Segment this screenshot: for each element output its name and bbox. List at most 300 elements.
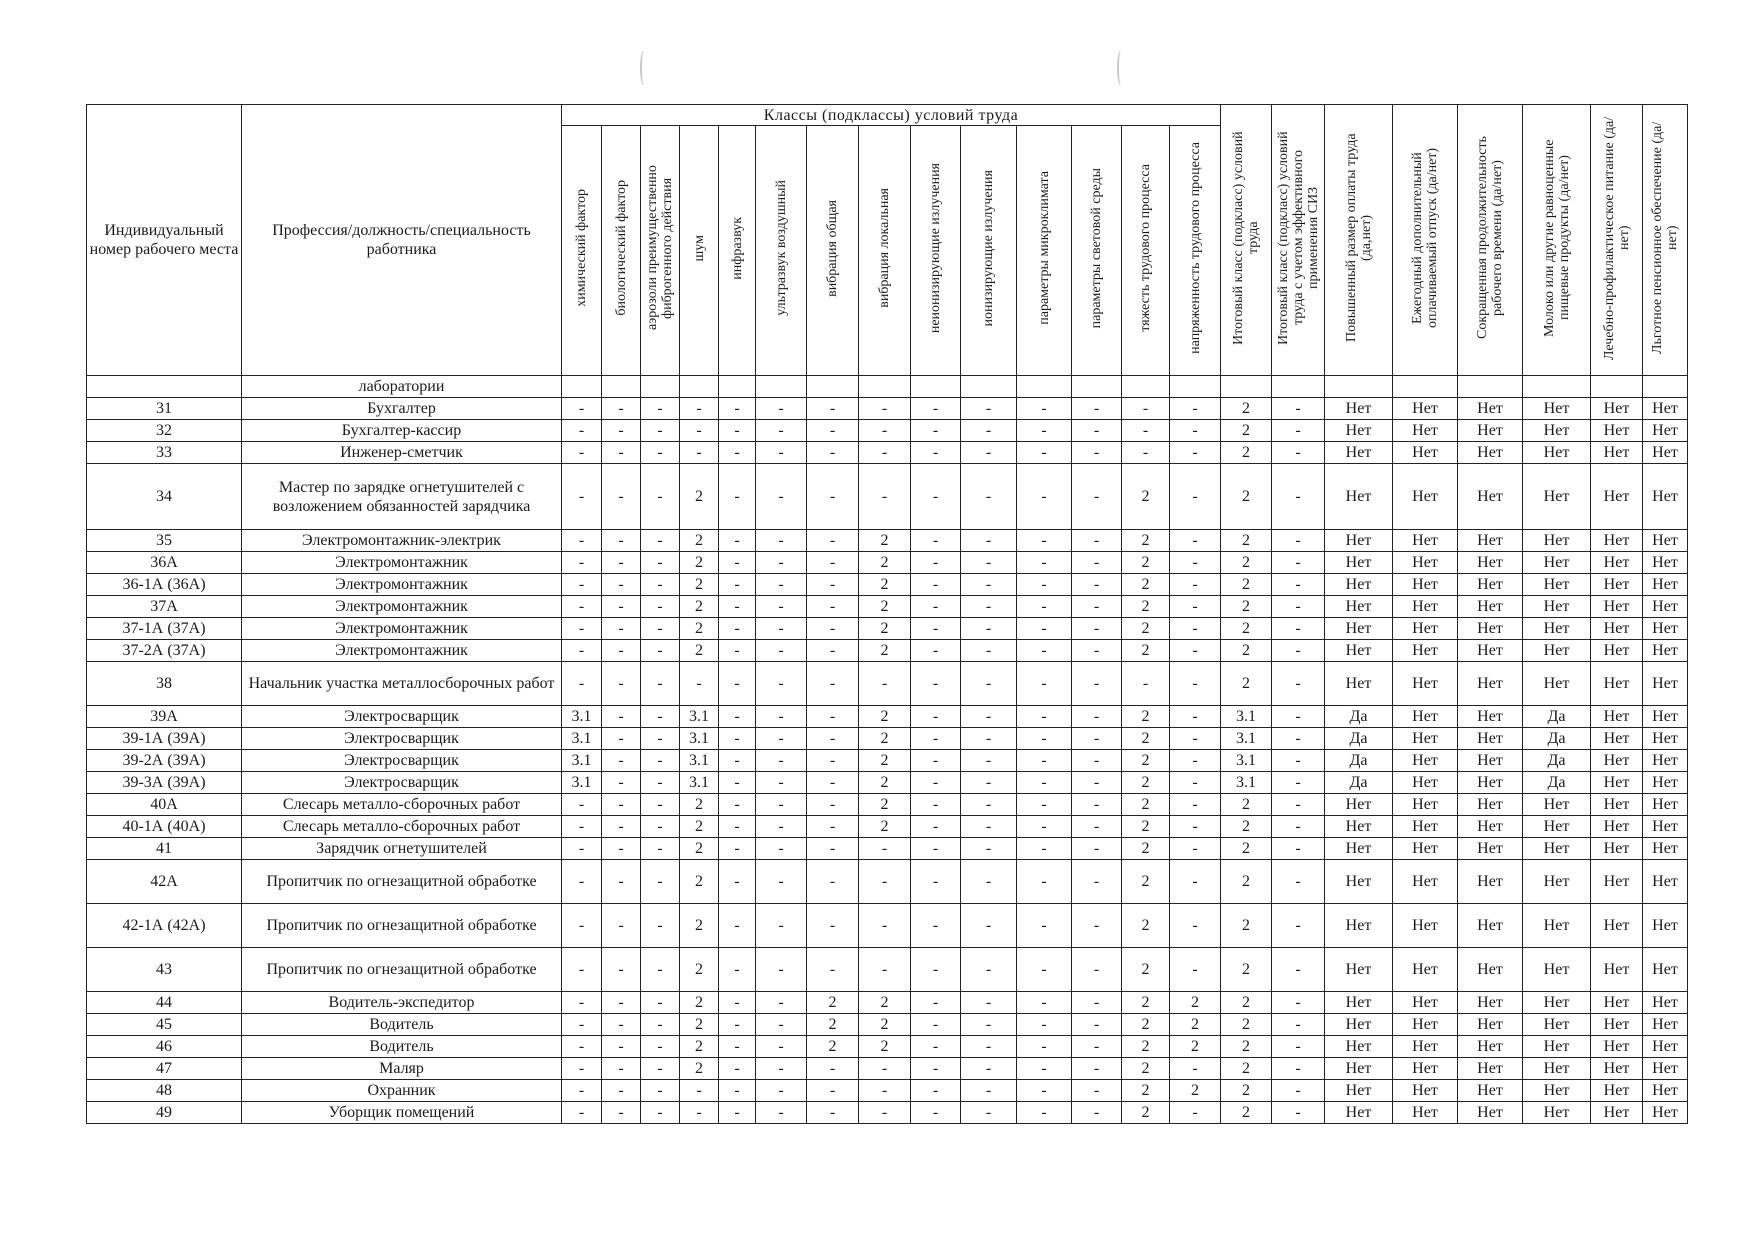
factor-class-cell: 2 xyxy=(807,992,859,1014)
workplace-id-cell: 33 xyxy=(87,442,242,464)
compensation-cell: Нет xyxy=(1325,860,1393,904)
compensation-cell: Нет xyxy=(1523,1058,1591,1080)
factor-class-cell: 2 xyxy=(680,530,719,552)
factor-class-cell: - xyxy=(1122,662,1170,706)
factor-class-cell: - xyxy=(602,1036,641,1058)
final-class-siz-cell: - xyxy=(1272,596,1325,618)
factor-class-cell: 2 xyxy=(1122,1014,1170,1036)
compensation-cell: Нет xyxy=(1393,662,1458,706)
factor-class-cell: - xyxy=(961,860,1017,904)
compensation-cell: Нет xyxy=(1643,596,1688,618)
compensation-cell: Нет xyxy=(1591,640,1643,662)
compensation-cell: Нет xyxy=(1325,1102,1393,1124)
factor-class-cell: - xyxy=(859,662,911,706)
compensation-cell: Нет xyxy=(1591,992,1643,1014)
profession-cell: Инженер-сметчик xyxy=(242,442,562,464)
factor-class-cell: - xyxy=(1170,1058,1221,1080)
factor-class-cell: - xyxy=(562,530,602,552)
workplace-id-cell: 46 xyxy=(87,1036,242,1058)
factor-class-cell: - xyxy=(719,706,756,728)
factor-class-cell: - xyxy=(1017,706,1072,728)
factor-class-cell: - xyxy=(961,552,1017,574)
compensation-cell: Да xyxy=(1523,728,1591,750)
compensation-cell: Нет xyxy=(1393,948,1458,992)
factor-class-cell: - xyxy=(1170,838,1221,860)
table-row xyxy=(87,398,1688,420)
factor-class-cell: - xyxy=(1072,618,1122,640)
factor-class-cell: - xyxy=(1072,948,1122,992)
workplace-id-cell: 49 xyxy=(87,1102,242,1124)
factor-class-cell: - xyxy=(807,838,859,860)
factor-class-cell: - xyxy=(961,530,1017,552)
factor-class-cell: 2 xyxy=(1122,794,1170,816)
factor-class-cell: - xyxy=(756,1058,807,1080)
factor-class-cell: - xyxy=(719,1058,756,1080)
final-class-siz-cell: - xyxy=(1272,794,1325,816)
table-row xyxy=(87,706,1688,728)
factor-class-cell: - xyxy=(602,1058,641,1080)
compensation-cell: Нет xyxy=(1523,1036,1591,1058)
table-row xyxy=(87,948,1688,992)
compensation-cell: Нет xyxy=(1591,420,1643,442)
compensation-cell: Нет xyxy=(1393,640,1458,662)
compensation-cell: Нет xyxy=(1458,574,1523,596)
workplace-id-cell: 40А xyxy=(87,794,242,816)
factor-class-cell: - xyxy=(1072,552,1122,574)
compensation-cell: Нет xyxy=(1458,948,1523,992)
factor-class-cell: - xyxy=(859,948,911,992)
factor-class-cell: 2 xyxy=(1122,552,1170,574)
workplace-id-cell: 47 xyxy=(87,1058,242,1080)
factor-class-cell: - xyxy=(961,1080,1017,1102)
compensation-cell: Нет xyxy=(1591,574,1643,596)
compensation-cell: Нет xyxy=(1393,904,1458,948)
compensation-cell: Нет xyxy=(1643,552,1688,574)
factor-class-cell: - xyxy=(602,706,641,728)
final-class-siz-cell: - xyxy=(1272,904,1325,948)
compensation-cell: Да xyxy=(1523,706,1591,728)
factor-class-cell: - xyxy=(961,838,1017,860)
table-row xyxy=(87,992,1688,1014)
factor-class-cell: - xyxy=(807,728,859,750)
factor-class-cell: - xyxy=(1017,772,1072,794)
factor-class-cell: - xyxy=(807,640,859,662)
workplace-id-cell: 39А xyxy=(87,706,242,728)
factor-class-cell: - xyxy=(602,398,641,420)
compensation-cell: Нет xyxy=(1523,1014,1591,1036)
compensation-cell: Нет xyxy=(1393,596,1458,618)
workplace-id-cell: 45 xyxy=(87,1014,242,1036)
compensation-cell: Нет xyxy=(1591,750,1643,772)
factor-class-cell: - xyxy=(756,1102,807,1124)
factor-class-cell: - xyxy=(961,772,1017,794)
compensation-cell: Нет xyxy=(1325,618,1393,640)
factor-class-cell: - xyxy=(562,442,602,464)
compensation-cell: Нет xyxy=(1643,1036,1688,1058)
factor-class-cell: - xyxy=(641,1036,680,1058)
compensation-cell: Нет xyxy=(1591,948,1643,992)
factor-class-cell: - xyxy=(719,398,756,420)
profession-cell: Электросварщик xyxy=(242,750,562,772)
factor-class-cell: - xyxy=(1170,794,1221,816)
profession-cell: Маляр xyxy=(242,1058,562,1080)
factor-class-cell: - xyxy=(756,904,807,948)
final-class-siz-cell: - xyxy=(1272,860,1325,904)
compensation-cell: Нет xyxy=(1643,1058,1688,1080)
factor-class-cell: 2 xyxy=(680,1014,719,1036)
factor-class-cell: - xyxy=(756,618,807,640)
factor-class-cell: - xyxy=(1170,442,1221,464)
factor-class-cell: - xyxy=(562,1080,602,1102)
compensation-cell: Нет xyxy=(1325,574,1393,596)
compensation-cell: Нет xyxy=(1591,1102,1643,1124)
factor-class-cell: - xyxy=(562,1102,602,1124)
factor-class-cell: - xyxy=(756,1014,807,1036)
compensation-cell: Да xyxy=(1325,728,1393,750)
factor-class-cell: - xyxy=(602,464,641,530)
factor-class-cell: 2 xyxy=(859,574,911,596)
factor-class-cell: - xyxy=(1072,640,1122,662)
factor-class-cell: - xyxy=(1072,772,1122,794)
compensation-cell: Нет xyxy=(1458,1014,1523,1036)
compensation-cell: Нет xyxy=(1458,1102,1523,1124)
factor-class-cell: - xyxy=(602,728,641,750)
factor-class-cell: - xyxy=(961,794,1017,816)
factor-class-cell: - xyxy=(562,1036,602,1058)
compensation-cell: Нет xyxy=(1458,838,1523,860)
compensation-cell: Нет xyxy=(1523,904,1591,948)
final-class-cell: 2 xyxy=(1221,860,1272,904)
factor-class-cell: 2 xyxy=(1122,992,1170,1014)
compensation-cell: Нет xyxy=(1523,420,1591,442)
factor-class-cell: - xyxy=(641,552,680,574)
factor-class-cell: - xyxy=(1072,728,1122,750)
factor-class-cell: - xyxy=(641,706,680,728)
factor-class-cell: - xyxy=(719,464,756,530)
factor-class-cell: 2 xyxy=(807,1014,859,1036)
compensation-cell: Нет xyxy=(1643,860,1688,904)
compensation-cell: Нет xyxy=(1458,552,1523,574)
factor-class-cell: 2 xyxy=(859,750,911,772)
factor-class-cell: - xyxy=(562,816,602,838)
factor-class-cell: - xyxy=(719,838,756,860)
compensation-cell: Нет xyxy=(1458,860,1523,904)
factor-header-microclimate: параметры микроклимата xyxy=(1017,126,1072,376)
factor-header-intensity: напряженность трудового процесса xyxy=(1170,126,1221,376)
profession-cell: Электромонтажник-электрик xyxy=(242,530,562,552)
factor-class-cell: - xyxy=(1122,420,1170,442)
compensation-cell: Нет xyxy=(1325,1080,1393,1102)
compensation-cell: Нет xyxy=(1458,750,1523,772)
factor-class-cell: - xyxy=(641,838,680,860)
final-class-cell: 2 xyxy=(1221,1080,1272,1102)
compensation-cell: Нет xyxy=(1325,398,1393,420)
factor-class-cell: - xyxy=(911,596,961,618)
compensation-cell: Нет xyxy=(1393,398,1458,420)
factor-class-cell: - xyxy=(641,574,680,596)
compensation-cell: Нет xyxy=(1325,530,1393,552)
factor-class-cell: 2 xyxy=(859,552,911,574)
compensation-cell: Нет xyxy=(1325,794,1393,816)
factor-class-cell: - xyxy=(807,706,859,728)
factor-class-cell: - xyxy=(641,992,680,1014)
compensation-cell: Нет xyxy=(1458,662,1523,706)
factor-class-cell: - xyxy=(807,662,859,706)
factor-class-cell: - xyxy=(719,552,756,574)
factor-class-cell: - xyxy=(911,772,961,794)
factor-class-cell: - xyxy=(602,662,641,706)
factor-class-cell: - xyxy=(602,860,641,904)
final-class-siz-cell: - xyxy=(1272,420,1325,442)
table-row xyxy=(87,1102,1688,1124)
factor-class-cell: - xyxy=(756,420,807,442)
factor-class-cell: - xyxy=(961,640,1017,662)
factor-class-cell: - xyxy=(1072,1080,1122,1102)
workplace-id-cell: 34 xyxy=(87,464,242,530)
compensation-cell: Нет xyxy=(1325,596,1393,618)
factor-class-cell: - xyxy=(1072,420,1122,442)
factor-class-cell: - xyxy=(641,860,680,904)
compensation-cell: Нет xyxy=(1643,816,1688,838)
workplace-id-cell: 42-1А (42А) xyxy=(87,904,242,948)
factor-class-cell: - xyxy=(961,618,1017,640)
factor-class-cell: - xyxy=(719,530,756,552)
factor-class-cell: 2 xyxy=(1122,1058,1170,1080)
factor-class-cell: - xyxy=(602,750,641,772)
workplace-id-cell: 36А xyxy=(87,552,242,574)
factor-class-cell: - xyxy=(719,442,756,464)
table-row xyxy=(87,574,1688,596)
factor-class-cell: - xyxy=(1017,860,1072,904)
compensation-cell: Нет xyxy=(1643,838,1688,860)
factor-class-cell: - xyxy=(1017,1036,1072,1058)
compensation-cell: Нет xyxy=(1523,398,1591,420)
profession-cell: Зарядчик огнетушителей xyxy=(242,838,562,860)
factor-class-cell: 2 xyxy=(680,838,719,860)
factor-class-cell: - xyxy=(562,1014,602,1036)
factor-class-cell: - xyxy=(756,750,807,772)
factor-class-cell: - xyxy=(602,794,641,816)
compensation-cell: Нет xyxy=(1643,1014,1688,1036)
factor-class-cell: - xyxy=(1170,420,1221,442)
factor-class-cell: - xyxy=(641,530,680,552)
factor-class-cell: 2 xyxy=(680,904,719,948)
compensation-cell: Нет xyxy=(1325,662,1393,706)
factor-class-cell: - xyxy=(1017,530,1072,552)
factor-class-cell: 2 xyxy=(1122,530,1170,552)
factor-class-cell: - xyxy=(1072,992,1122,1014)
punch-hole-mark xyxy=(640,50,656,86)
factor-class-cell: - xyxy=(680,1102,719,1124)
factor-class-cell: 2 xyxy=(680,948,719,992)
compensation-cell: Нет xyxy=(1523,640,1591,662)
factor-class-cell: - xyxy=(1072,838,1122,860)
factor-class-cell: - xyxy=(680,420,719,442)
workplace-id-cell: 38 xyxy=(87,662,242,706)
compensation-cell: Нет xyxy=(1458,640,1523,662)
compensation-cell: Нет xyxy=(1393,1080,1458,1102)
factor-class-cell: - xyxy=(756,662,807,706)
factor-class-cell: - xyxy=(641,772,680,794)
factor-class-cell: - xyxy=(602,1014,641,1036)
factor-class-cell: - xyxy=(961,420,1017,442)
compensation-cell: Нет xyxy=(1523,596,1591,618)
profession-cell: Уборщик помещений xyxy=(242,1102,562,1124)
factor-class-cell: - xyxy=(719,618,756,640)
factor-class-cell: - xyxy=(719,860,756,904)
factor-class-cell: - xyxy=(756,948,807,992)
factor-class-cell: - xyxy=(961,398,1017,420)
factor-class-cell: 3.1 xyxy=(680,706,719,728)
factor-class-cell: - xyxy=(719,904,756,948)
compensation-cell: Нет xyxy=(1523,838,1591,860)
factor-class-cell: - xyxy=(911,1080,961,1102)
workplace-id-cell: 43 xyxy=(87,948,242,992)
factor-class-cell: - xyxy=(807,1080,859,1102)
factor-class-cell: 2 xyxy=(680,552,719,574)
factor-class-cell: - xyxy=(807,1102,859,1124)
workplace-id-cell: 40-1А (40А) xyxy=(87,816,242,838)
factor-class-cell: - xyxy=(911,1014,961,1036)
final-class-siz-cell: - xyxy=(1272,728,1325,750)
workplace-id-cell: 41 xyxy=(87,838,242,860)
factor-class-cell: 2 xyxy=(1122,728,1170,750)
compensation-cell: Нет xyxy=(1393,618,1458,640)
factor-class-cell: - xyxy=(807,552,859,574)
factor-class-cell: 2 xyxy=(859,706,911,728)
compensation-cell: Нет xyxy=(1523,552,1591,574)
compensation-cell: Нет xyxy=(1458,816,1523,838)
factor-class-cell: - xyxy=(961,1102,1017,1124)
factor-class-cell: - xyxy=(911,464,961,530)
compensation-cell: Да xyxy=(1523,750,1591,772)
factor-class-cell: - xyxy=(602,772,641,794)
compensation-cell: Нет xyxy=(1643,904,1688,948)
compensation-cell: Нет xyxy=(1458,706,1523,728)
factor-class-cell: - xyxy=(1017,618,1072,640)
compensation-cell: Да xyxy=(1325,706,1393,728)
final-class-siz-cell: - xyxy=(1272,662,1325,706)
compensation-cell: Нет xyxy=(1393,574,1458,596)
factor-class-cell: 2 xyxy=(680,794,719,816)
factor-class-cell: 2 xyxy=(680,640,719,662)
compensation-cell: Нет xyxy=(1523,530,1591,552)
compensation-cell: Нет xyxy=(1458,596,1523,618)
factor-class-cell: 2 xyxy=(859,772,911,794)
factor-header-chemical: химический фактор xyxy=(562,126,602,376)
factor-class-cell: - xyxy=(1017,442,1072,464)
factor-class-cell: - xyxy=(562,1058,602,1080)
compensation-cell: Нет xyxy=(1643,728,1688,750)
factor-class-cell: - xyxy=(1017,1058,1072,1080)
factor-class-cell: - xyxy=(1017,464,1072,530)
factor-class-cell: - xyxy=(602,838,641,860)
factor-class-cell: - xyxy=(859,398,911,420)
final-class-siz-cell: - xyxy=(1272,398,1325,420)
factor-header-lighting: параметры световой среды xyxy=(1072,126,1122,376)
compensation-cell: Нет xyxy=(1523,574,1591,596)
profession-cell: Пропитчик по огнезащитной обработке xyxy=(242,948,562,992)
final-class-cell: 2 xyxy=(1221,816,1272,838)
profession-cell: Водитель xyxy=(242,1014,562,1036)
compensation-cell: Да xyxy=(1523,772,1591,794)
comp-header-food: Лечебно-профилактическое питание (да/нет) xyxy=(1591,105,1643,376)
table-row xyxy=(87,1080,1688,1102)
compensation-cell: Нет xyxy=(1458,1080,1523,1102)
factor-class-cell: - xyxy=(807,794,859,816)
factor-class-cell: - xyxy=(602,640,641,662)
profession-cell: Слесарь металло-сборочных работ xyxy=(242,816,562,838)
factor-class-cell: - xyxy=(562,860,602,904)
factor-class-cell: - xyxy=(1017,420,1072,442)
table-row xyxy=(87,772,1688,794)
factor-class-cell: - xyxy=(562,420,602,442)
profession-cell: Электромонтажник xyxy=(242,596,562,618)
factor-class-cell: - xyxy=(859,442,911,464)
factor-class-cell: - xyxy=(641,816,680,838)
factor-header-nonionizing: неионизирующие излучения xyxy=(911,126,961,376)
table-row xyxy=(87,530,1688,552)
compensation-cell: Нет xyxy=(1591,794,1643,816)
factor-class-cell: 2 xyxy=(1122,596,1170,618)
factor-class-cell: - xyxy=(911,552,961,574)
factor-class-cell: - xyxy=(756,992,807,1014)
factor-class-cell: 2 xyxy=(859,596,911,618)
table-row xyxy=(87,640,1688,662)
factor-class-cell: 2 xyxy=(1122,464,1170,530)
compensation-cell: Нет xyxy=(1393,816,1458,838)
factor-class-cell: - xyxy=(859,1102,911,1124)
final-class-cell: 2 xyxy=(1221,662,1272,706)
compensation-cell: Нет xyxy=(1643,772,1688,794)
workplace-id-cell: 44 xyxy=(87,992,242,1014)
table-row xyxy=(87,420,1688,442)
profession-cell: Водитель xyxy=(242,1036,562,1058)
factor-class-cell: - xyxy=(859,838,911,860)
factor-class-cell: - xyxy=(911,420,961,442)
compensation-cell: Нет xyxy=(1393,706,1458,728)
compensation-cell: Нет xyxy=(1458,530,1523,552)
compensation-cell: Нет xyxy=(1591,530,1643,552)
final-class-cell: 2 xyxy=(1221,596,1272,618)
factor-class-cell: 2 xyxy=(1122,948,1170,992)
compensation-cell: Нет xyxy=(1523,442,1591,464)
workplace-id-cell: 31 xyxy=(87,398,242,420)
factor-class-cell: - xyxy=(1017,552,1072,574)
factor-class-cell: 2 xyxy=(807,1036,859,1058)
factor-class-cell: - xyxy=(719,420,756,442)
compensation-cell: Нет xyxy=(1458,420,1523,442)
factor-class-cell: - xyxy=(911,904,961,948)
factor-class-cell: - xyxy=(807,596,859,618)
factor-class-cell: - xyxy=(859,464,911,530)
compensation-cell: Нет xyxy=(1591,1058,1643,1080)
factor-class-cell: 2 xyxy=(859,992,911,1014)
factor-class-cell: - xyxy=(641,1102,680,1124)
compensation-cell: Нет xyxy=(1591,596,1643,618)
factor-class-cell: - xyxy=(641,464,680,530)
compensation-cell: Нет xyxy=(1523,464,1591,530)
factor-class-cell: - xyxy=(641,442,680,464)
factor-class-cell: - xyxy=(911,398,961,420)
factor-class-cell: 2 xyxy=(1122,904,1170,948)
factor-class-cell: - xyxy=(911,860,961,904)
factor-class-cell: - xyxy=(719,794,756,816)
compensation-cell: Нет xyxy=(1458,398,1523,420)
compensation-cell: Нет xyxy=(1458,992,1523,1014)
final-class-cell: 2 xyxy=(1221,992,1272,1014)
profession-cell: Электросварщик xyxy=(242,706,562,728)
